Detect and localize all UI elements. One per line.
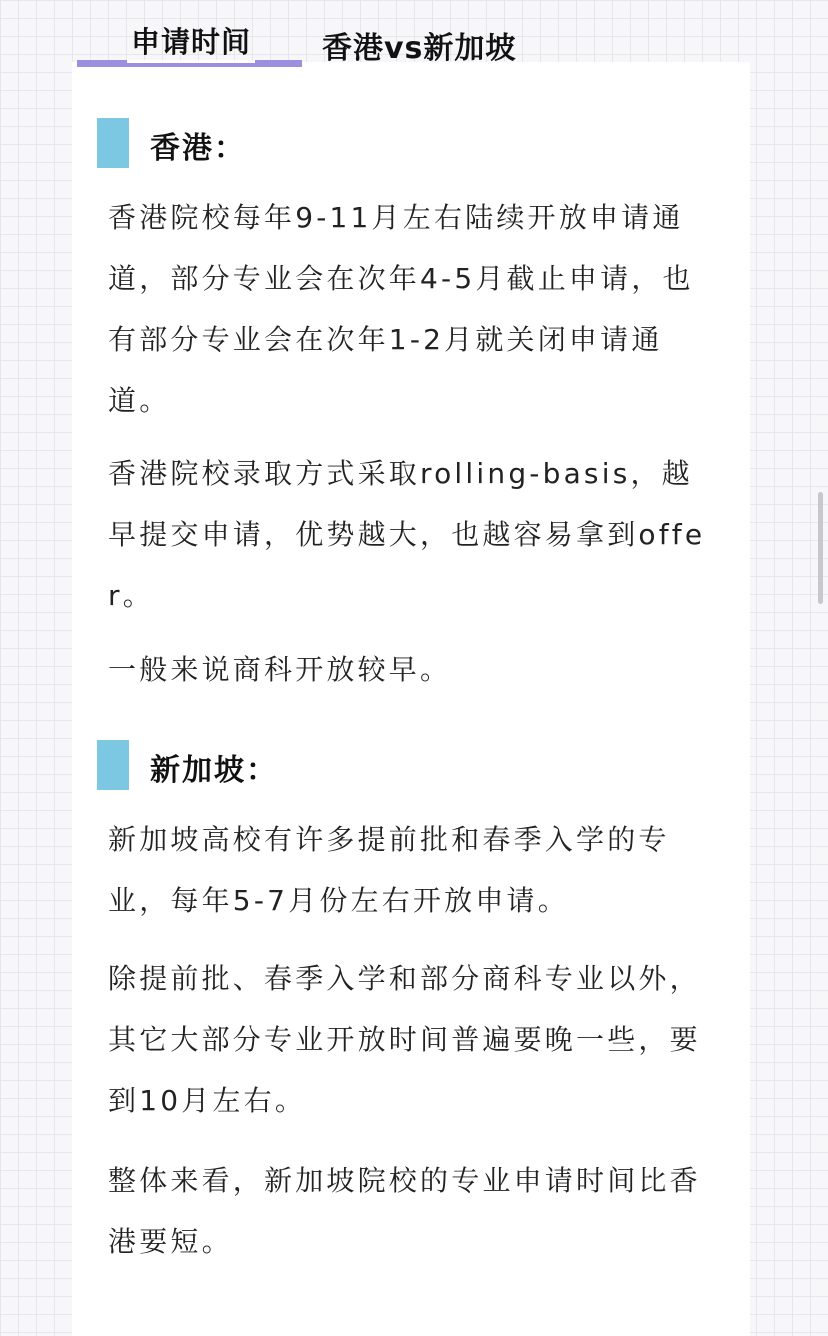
section-title: 新加坡： bbox=[150, 753, 278, 788]
tab-application-time[interactable]: 申请时间 bbox=[130, 25, 251, 59]
section-accent-bar bbox=[97, 740, 129, 790]
paragraph: 除提前批、春季入学和部分商科专业以外，其它大部分专业开放时间普遍要晚一些，要到10月左右。 bbox=[108, 962, 701, 1117]
header bbox=[0, 0, 828, 70]
paragraph: 香港院校每年9-11月左右陆续开放申请通道，部分专业会在次年4-5月截止申请，也有部分专业会在次年1-2月就关闭申请通道。 bbox=[108, 201, 694, 417]
page-title: 香港vs新加坡 bbox=[322, 31, 517, 66]
paragraph: 一般来说商科开放较早。 bbox=[108, 653, 452, 686]
section-accent-bar bbox=[97, 118, 129, 168]
scrollbar[interactable] bbox=[818, 492, 823, 604]
paragraph: 整体来看，新加坡院校的专业申请时间比香港要短。 bbox=[108, 1164, 701, 1258]
paragraph: 香港院校录取方式采取rolling-basis，越早提交申请，优势越大，也越容易拿到offer。 bbox=[108, 457, 706, 612]
section-title: 香港： bbox=[150, 131, 246, 166]
paragraph: 新加坡高校有许多提前批和春季入学的专业，每年5-7月份左右开放申请。 bbox=[108, 823, 670, 917]
